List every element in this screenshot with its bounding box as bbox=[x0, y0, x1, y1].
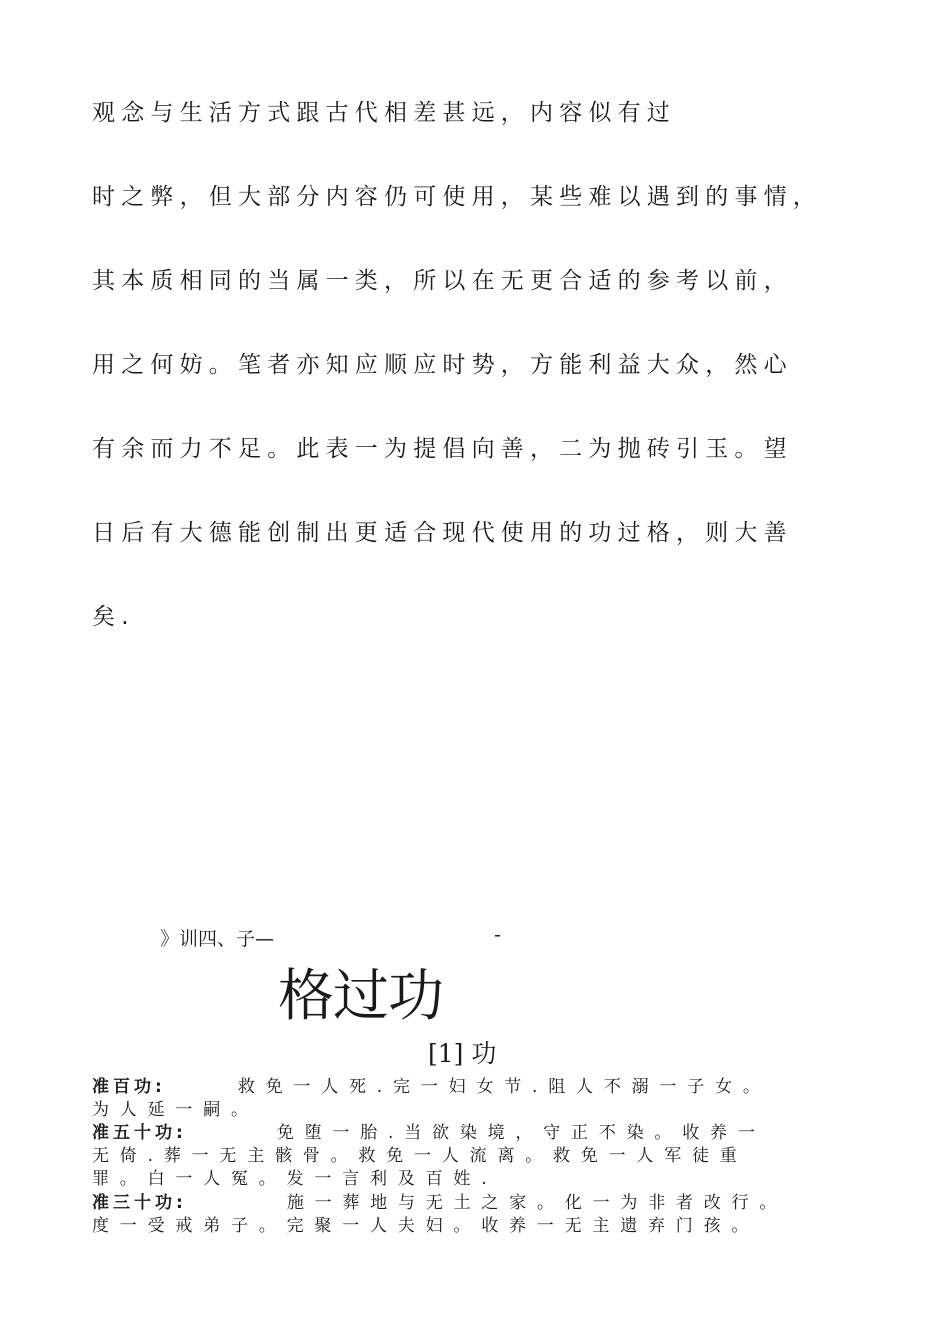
entry-1-label: 准百功: bbox=[92, 1077, 166, 1097]
entry-1-line-2: 为人延一嗣。 bbox=[92, 1100, 259, 1120]
paragraph-line-2: 时之弊，但大部分内容仍可使用，某些难以遇到的事情， bbox=[92, 184, 822, 210]
paragraph-line-4: 用之何妨。笔者亦知应顺应时势，方能利益大众，然心 bbox=[92, 352, 793, 378]
entry-2-line-3: 罪。白一人冤。发一言利及百姓. bbox=[92, 1169, 498, 1189]
section-marker: 》训四、子— bbox=[160, 928, 275, 950]
entry-3-text-1: 施一葬地与无土之家。化一为非者改行。 bbox=[286, 1193, 788, 1213]
paragraph-line-5: 有余而力不足。此表一为提倡向善，二为抛砖引玉。望 bbox=[92, 436, 793, 462]
entry-2-line-1 bbox=[92, 1122, 766, 1145]
entry-2-text-1: 免堕一胎.当欲染境，守正不染。收养一 bbox=[276, 1123, 766, 1143]
entry-2-label: 准五十功: bbox=[92, 1123, 187, 1143]
entry-1-text-1: 救免一人死.完一妇女节.阻人不溺一子女。 bbox=[237, 1077, 771, 1097]
paragraph-line-7: 矣. bbox=[92, 604, 135, 630]
entry-3-line-1 bbox=[92, 1192, 787, 1215]
section-subtitle: [1] 功 bbox=[428, 1039, 497, 1068]
paragraph-line-3: 其本质相同的当属一类，所以在无更合适的参考以前， bbox=[92, 268, 793, 294]
paragraph-line-1: 观念与生活方式跟古代相差甚远，内容似有过 bbox=[92, 100, 676, 126]
entry-1-line-1 bbox=[92, 1076, 771, 1099]
paragraph-line-6: 日后有大德能创制出更适合现代使用的功过格，则大善 bbox=[92, 520, 793, 546]
section-dash: - bbox=[494, 924, 501, 946]
entry-3-label: 准三十功: bbox=[92, 1193, 187, 1213]
entry-2-line-2: 无倚.葬一无主骸骨。救免一人流离。救免一人军徒重 bbox=[92, 1146, 748, 1166]
entry-3-line-2: 度一受戒弟子。完聚一人夫妇。收养一无主遗弃门孩。 bbox=[92, 1216, 760, 1236]
page-title: 格过功 bbox=[278, 964, 443, 1029]
